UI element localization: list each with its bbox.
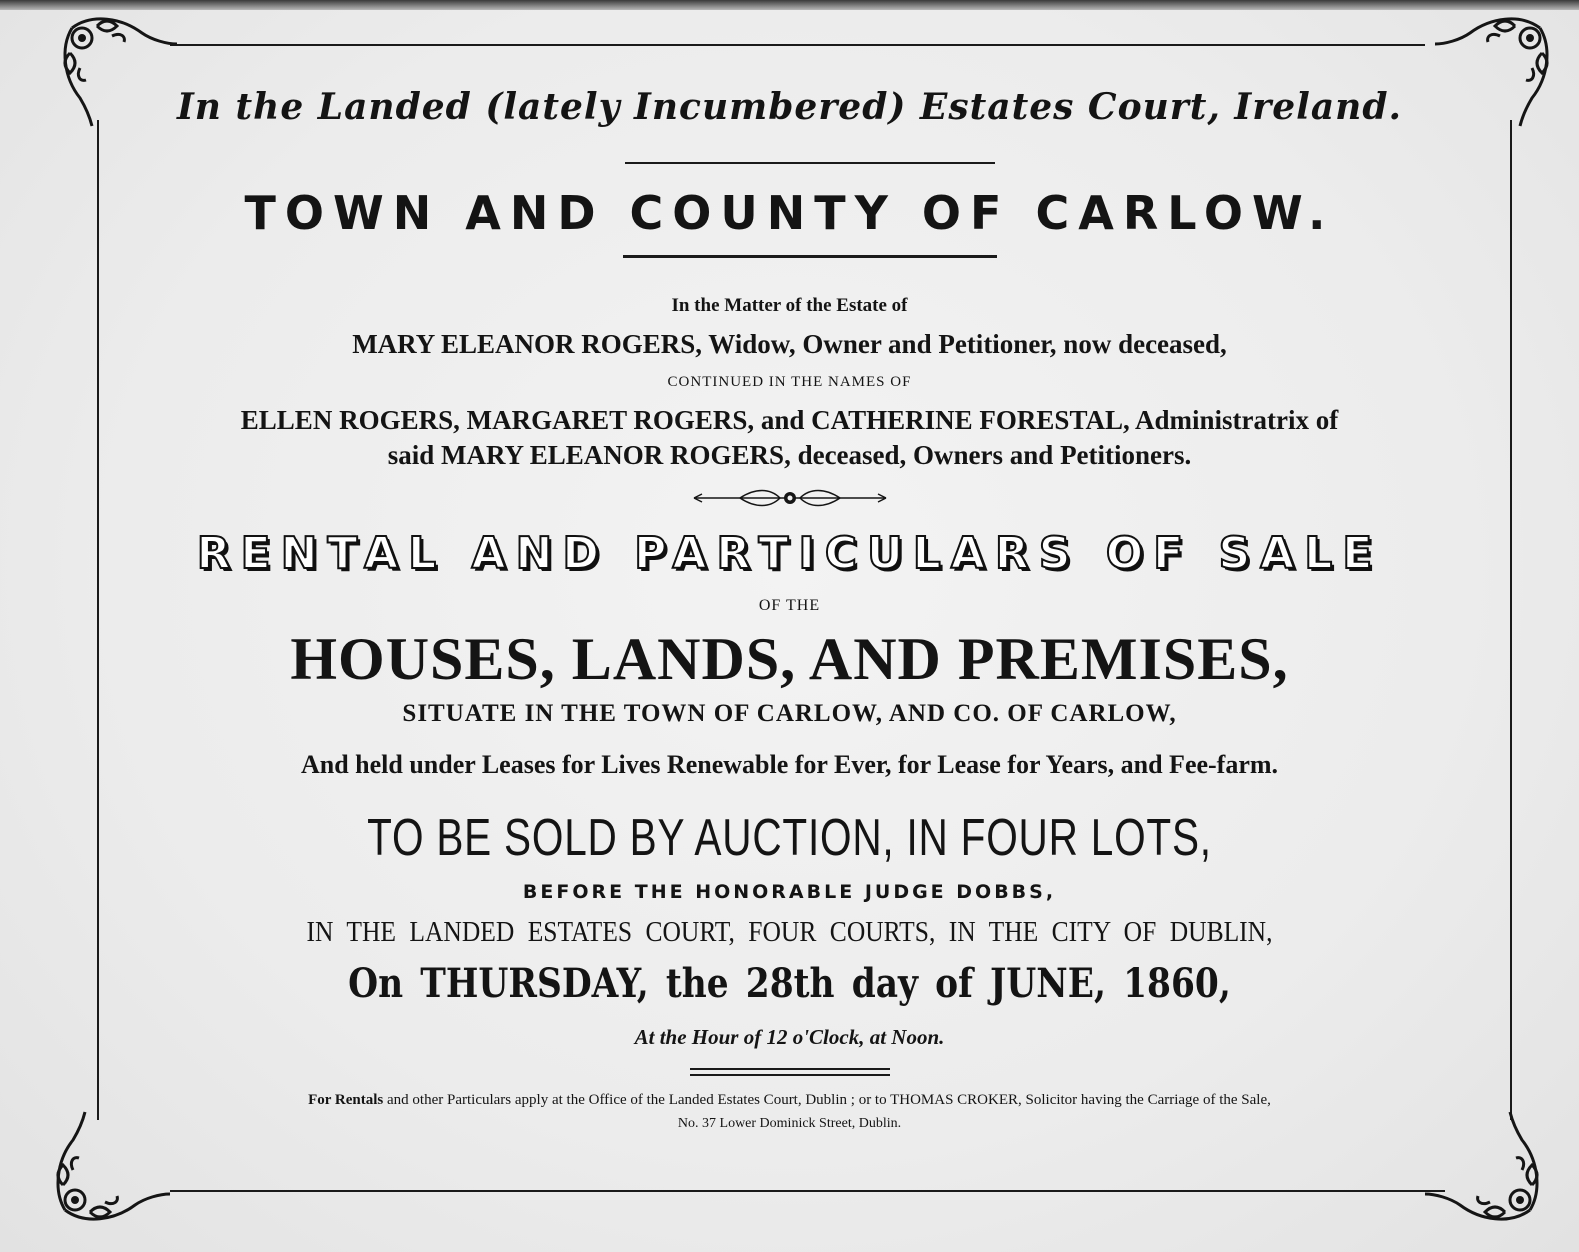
- footer-address-line: No. 37 Lower Dominick Street, Dublin.: [677, 1116, 902, 1131]
- court-location-line: IN THE LANDED ESTATES COURT, FOUR COURTS, IN THE CITY OF DUBLIN,: [306, 916, 1273, 948]
- divider-rule: [690, 1068, 890, 1070]
- divider-rule: [690, 1074, 890, 1076]
- frame-bottom-line: [170, 1190, 1445, 1192]
- continued-line: CONTINUED IN THE NAMES OF: [667, 374, 912, 390]
- owner-line: MARY ELEANOR ROGERS, Widow, Owner and Petitioner, now deceased,: [352, 329, 1227, 359]
- situate-line: SITUATE IN THE TOWN OF CARLOW, AND CO. OF CARLOW,: [402, 700, 1177, 727]
- frame-top-line: [170, 44, 1425, 46]
- footer-contact-line: [0, 1092, 1579, 1109]
- court-heading: In the Landed (lately Incumbered) Estates Court, Ireland.: [176, 86, 1403, 128]
- divider-rule: [625, 162, 995, 164]
- names-line: ELLEN ROGERS, MARGARET ROGERS, and CATHERINE FORESTAL, Administratrix of: [240, 405, 1339, 435]
- frame-right-line: [1510, 120, 1512, 1120]
- main-title: TOWN AND COUNTY OF CARLOW.: [244, 186, 1335, 240]
- houses-title: HOUSES, LANDS, AND PREMISES,: [290, 626, 1289, 692]
- ornamental-divider-icon: [690, 487, 890, 509]
- footer-lead: For Rentals: [308, 1092, 384, 1108]
- of-the-line: OF THE: [758, 597, 821, 614]
- footer-text: and other Particulars apply at the Office of the Landed Estates Court, Dublin ; or to THOMAS CROKER, Solicitor having the Carriage of the Sale,: [383, 1092, 1271, 1108]
- auction-line: TO BE SOLD BY AUCTION, IN FOUR LOTS,: [367, 809, 1212, 867]
- sale-date-line: On THURSDAY, the 28th day of JUNE, 1860,: [348, 960, 1231, 1007]
- frame-left-line: [97, 120, 99, 1120]
- names-line: said MARY ELEANOR ROGERS, deceased, Owners and Petitioners.: [387, 440, 1192, 470]
- divider-rule: [623, 255, 997, 258]
- matter-line: In the Matter of the Estate of: [671, 295, 908, 316]
- sale-hour-line: At the Hour of 12 o'Clock, at Noon.: [634, 1025, 945, 1049]
- leases-line: And held under Leases for Lives Renewable for Ever, for Lease for Years, and Fee-farm.: [300, 750, 1279, 779]
- judge-line: BEFORE THE HONORABLE JUDGE DOBBS,: [522, 881, 1057, 903]
- rental-particulars-title: RENTAL AND PARTICULARS OF SALE: [196, 528, 1383, 579]
